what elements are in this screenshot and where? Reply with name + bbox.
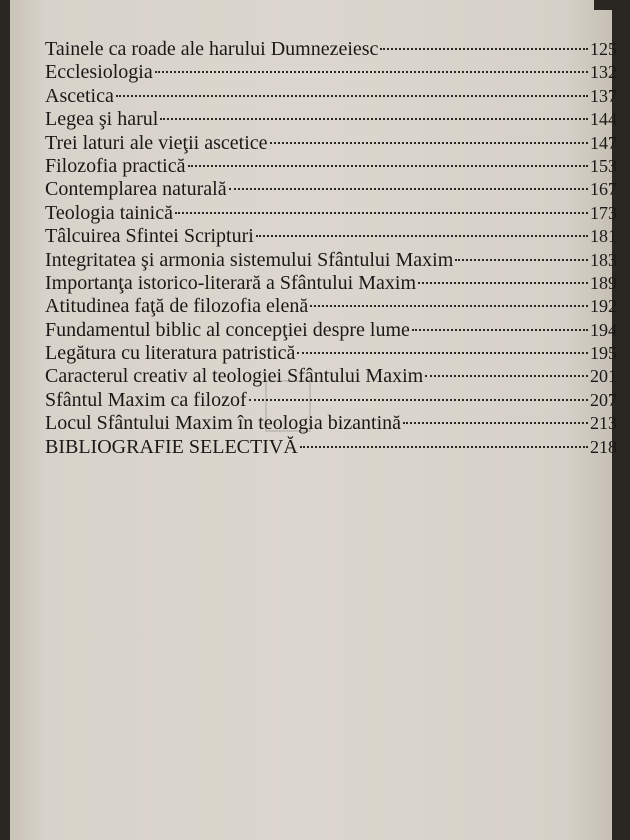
toc-entry-page: 147	[590, 132, 617, 153]
toc-dot-leader	[425, 375, 588, 377]
toc-entry-page: 144	[590, 109, 617, 130]
toc-dot-leader	[412, 329, 588, 331]
toc-entry-page: 201	[590, 366, 617, 387]
book-page	[10, 0, 617, 840]
toc-entry-page: 167	[590, 179, 617, 200]
toc-entry-page: 213	[590, 413, 617, 434]
toc-entry	[45, 61, 617, 84]
toc-dot-leader	[300, 446, 588, 448]
toc-dot-leader	[297, 352, 588, 354]
toc-dot-leader	[249, 399, 588, 401]
toc-entry	[45, 249, 617, 272]
toc-dot-leader	[188, 165, 589, 167]
toc-dot-leader	[175, 212, 588, 214]
toc-dot-leader	[270, 142, 588, 144]
toc-entry	[45, 319, 617, 342]
toc-dot-leader	[455, 259, 588, 261]
toc-dot-leader	[229, 188, 588, 190]
toc-entry	[45, 108, 617, 131]
toc-entry-page: 195	[590, 343, 617, 364]
toc-entry-page: 218	[590, 436, 617, 457]
toc-entry	[45, 436, 617, 459]
toc-entry	[45, 38, 617, 61]
toc-entry-title: Legea şi harul	[45, 108, 159, 131]
toc-entry-page: 194	[590, 319, 617, 340]
toc-entry	[45, 178, 617, 201]
toc-entry-page: 192	[590, 296, 617, 317]
toc-entry-title: Integritatea şi armonia sistemului Sfântului Maxim	[45, 248, 454, 271]
toc-entry-title: Contemplarea naturală	[45, 178, 227, 201]
toc-entry	[45, 85, 617, 108]
toc-dot-leader	[310, 305, 588, 307]
toc-entry	[45, 155, 617, 178]
toc-entry-title: Sfântul Maxim ca filozof	[45, 388, 247, 411]
toc-entry-page: 181	[590, 226, 617, 247]
toc-entry-page: 207	[590, 389, 617, 410]
toc-entry-title: Tâlcuirea Sfintei Scripturi	[45, 225, 254, 248]
toc-entry-title: Atitudinea faţă de filozofia elenă	[45, 295, 309, 318]
toc-entry-page: 137	[590, 85, 617, 106]
toc-entry-page: 189	[590, 272, 617, 293]
toc-entry	[45, 389, 617, 412]
page-corner-shadow	[594, 0, 612, 10]
toc-dot-leader	[380, 48, 588, 50]
toc-entry-page: 173	[590, 202, 617, 223]
toc-entry-title: Importanţa istorico-literară a Sfântului Maxim	[45, 271, 416, 294]
toc-entry-title: BIBLIOGRAFIE SELECTIVĂ	[45, 435, 298, 458]
toc-entry-title: Tainele ca roade ale harului Dumnezeiesc	[45, 38, 379, 60]
toc-entry-title: Ascetica	[45, 84, 114, 107]
toc-dot-leader	[160, 118, 588, 120]
toc-entry	[45, 412, 617, 435]
toc-entry-page: 153	[590, 155, 617, 176]
toc-entry	[45, 295, 617, 318]
toc-dot-leader	[116, 95, 588, 97]
toc-entry	[45, 132, 617, 155]
toc-dot-leader	[256, 235, 588, 237]
toc-entry	[45, 272, 617, 295]
toc-entry-title: Teologia tainică	[45, 201, 173, 224]
toc-entry-title: Ecclesiologia	[45, 61, 153, 84]
toc-dot-leader	[403, 422, 588, 424]
toc-entry-title: Locul Sfântului Maxim în teologia bizantină	[45, 412, 402, 435]
toc-entry	[45, 365, 617, 388]
toc-entry-page: 183	[590, 249, 617, 270]
show-through-text	[20, 545, 620, 806]
toc-entry	[45, 225, 617, 248]
toc-entry	[45, 342, 617, 365]
toc-entry-title: Filozofia practică	[45, 154, 186, 177]
toc-entry-title: Legătura cu literatura patristică	[45, 342, 296, 365]
toc-entry	[45, 202, 617, 225]
toc-dot-leader	[155, 71, 588, 73]
toc-entry-title: Caracterul creativ al teologiei Sfântului Maxim	[45, 365, 424, 388]
toc-entry-page: 125	[590, 39, 617, 59]
toc-entry-title: Fundamentul biblic al concepţiei despre lume	[45, 318, 410, 341]
toc-entry-page: 132	[590, 62, 617, 83]
toc-dot-leader	[418, 282, 588, 284]
toc-entry-title: Trei laturi ale vieţii ascetice	[45, 131, 268, 154]
table-of-contents	[45, 38, 617, 459]
